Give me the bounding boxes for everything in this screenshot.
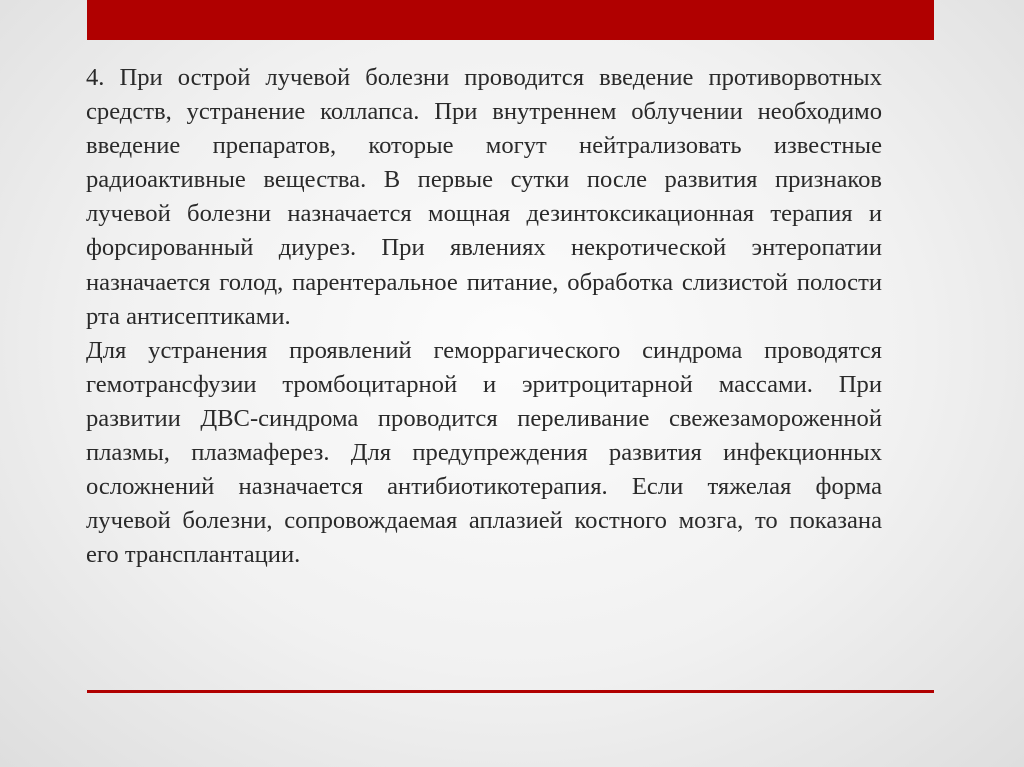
paragraph-treatment: 4. При острой лучевой болезни проводится введение противорвотных средств, устранение коллапса. При внутреннем облучении необходимо введение препаратов, которые могут нейтрализовать известные радиоактивные вещества. В первые сутки после развития признаков лучевой болезни назначается мощная дезинтоксикационная терапия и форсированный диурез. При явлениях некротической энтеропатии назначается голод, парентеральное питание, обработка слизистой полости рта антисептиками. [86, 64, 882, 330]
slide-body [86, 61, 882, 572]
top-accent-bar [87, 0, 934, 40]
bottom-divider [87, 690, 934, 693]
paragraph-hemorrhagic: Для устранения проявлений геморрагического синдрома проводятся гемотрансфузии тромбоцитарной и эритроцитарной массами. При развитии ДВС-синдрома проводится переливание свежезамороженной плазмы, плазмаферез. Для предупреждения развития инфекционных осложнений назначается антибиотикотерапия. Если тяжелая форма лучевой болезни, сопровождаемая аплазией костного мозга, то показана его трансплантации. [86, 336, 882, 569]
